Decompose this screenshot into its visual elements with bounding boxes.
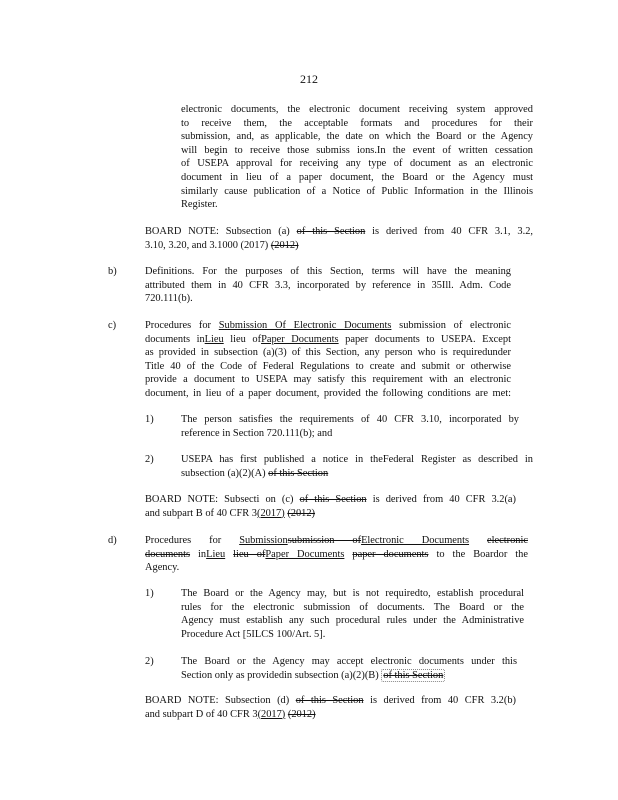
inserted-text: (2017) <box>257 708 286 720</box>
text-line: submission, and, as applicable, the date on which the Board or the Agency <box>181 131 533 143</box>
deleted-text: submission of <box>287 535 362 546</box>
text-line: similarly cause publication of a Notice of Public Information in the Illinois <box>181 185 533 197</box>
text-line: Agency. <box>145 562 180 574</box>
text-line <box>145 239 533 253</box>
body-text: Section only as providedin subsection (a)(2)(B) <box>181 669 379 681</box>
text-line: document, in lieu of a paper document, provided the following conditions are met: <box>145 387 511 399</box>
text-line: Agency must establish any such procedural rules under the Administrative <box>181 615 524 627</box>
text-line: The person satisfies the requirements of 40 CFR 3.10, incorporated by <box>181 414 519 425</box>
inserted-text: Paper Documents <box>265 548 345 560</box>
deleted-text: lieu of <box>233 548 266 560</box>
body-text: submission of electronic <box>399 320 511 331</box>
note-text: is derived from 40 CFR 3.2(a) <box>372 494 516 505</box>
text-line <box>145 708 516 722</box>
section-d-item2-body <box>181 655 517 682</box>
section-d-item1-label: 1) <box>145 588 154 599</box>
inserted-text: Submission <box>239 535 288 546</box>
text-line: electronic documents, the electronic document receiving system approved <box>181 104 533 115</box>
text-line: reference in Section 720.111(b); and <box>181 427 333 439</box>
note-text: and subpart B of 40 CFR 3 <box>145 507 257 519</box>
text-line: USEPA has first published a notice in theFederal Register as described in <box>181 454 533 465</box>
section-d-label: d) <box>108 535 117 546</box>
note-text: is derived from 40 CFR 3.1, 3.2, <box>372 226 533 237</box>
text-line <box>145 493 516 507</box>
section-b-body <box>145 265 511 306</box>
body-text: subsection (a)(2)(A) <box>181 467 266 479</box>
text-line <box>181 669 517 683</box>
inserted-text: (2017) <box>257 507 285 519</box>
text-line: Definitions. For the purposes of this Section, terms will have the meaning <box>145 266 511 277</box>
text-line: of USEPA approval for receiving any type of document as an electronic <box>181 158 533 170</box>
note-text: BOARD NOTE: Subsection (a) <box>145 226 290 237</box>
body-text: lieu of <box>230 333 262 345</box>
text-line <box>145 548 528 562</box>
deleted-text: (2012) <box>270 239 299 251</box>
text-line <box>145 333 511 347</box>
body-text: Procedures for <box>145 320 212 331</box>
note-text: 3.10, 3.20, and 3.1000 (2017) <box>145 239 269 251</box>
body-text: in <box>198 548 207 560</box>
deleted-text: electronic <box>487 535 528 546</box>
section-b-label: b) <box>108 266 117 277</box>
section-c-item1-body <box>181 413 519 440</box>
section-c-item2-label: 2) <box>145 454 154 465</box>
text-line: as provided in subsection (a)(3) of this Section, any person who is requiredunder <box>145 347 511 359</box>
intro-paragraph <box>181 103 533 212</box>
text-line: attributed them in 40 CFR 3.3, incorporated by reference in 35Ill. Adm. Code <box>145 279 511 291</box>
note-text: is derived from 40 CFR 3.2(b) <box>370 695 516 706</box>
section-d-body <box>145 534 528 575</box>
inserted-text: Submission Of Electronic Documents <box>218 320 392 331</box>
deleted-text: of this Section <box>383 669 444 681</box>
text-line <box>145 225 533 239</box>
board-note-a <box>145 225 533 252</box>
body-text: paper documents to USEPA. Except <box>345 333 511 345</box>
text-line <box>145 319 511 333</box>
section-c-item1-label: 1) <box>145 414 154 425</box>
deleted-text: (2012) <box>287 708 316 720</box>
text-line: Title 40 of the Code of Federal Regulations to create and submit or otherwise <box>145 360 511 372</box>
section-d-item2-label: 2) <box>145 656 154 667</box>
note-text: and subpart D of 40 CFR 3 <box>145 708 258 720</box>
board-note-d <box>145 694 516 721</box>
text-line: The Board or the Agency may, but is not requiredto, establish procedural <box>181 588 524 599</box>
text-line: Procedure Act [5ILCS 100/Art. 5]. <box>181 628 326 640</box>
deleted-text: paper documents <box>352 548 429 560</box>
text-line: Register. <box>181 199 218 211</box>
text-line: 720.111(b). <box>145 293 193 305</box>
board-note-c <box>145 493 516 520</box>
deleted-text: of this Section <box>268 467 329 479</box>
body-text: to the Boardor the <box>436 548 528 560</box>
page-number: 212 <box>300 72 318 86</box>
deleted-text: (2012) <box>287 507 316 519</box>
note-text: BOARD NOTE: Subsecti on (c) <box>145 494 294 505</box>
inserted-text: Electronic Documents <box>361 535 470 546</box>
text-line: provide a document to USEPA may satisfy this requirement with an electronic <box>145 374 511 386</box>
inserted-text: Paper Documents <box>261 333 339 345</box>
text-line: document in lieu of a paper document, the Board or the Agency must <box>181 171 533 183</box>
text-line <box>145 534 528 548</box>
section-c-item2-body <box>181 453 533 480</box>
section-c-label: c) <box>108 320 117 331</box>
text-line: The Board or the Agency may accept electronic documents under this <box>181 656 517 667</box>
body-text: documents in <box>145 333 205 345</box>
inserted-text: Lieu <box>204 333 224 345</box>
deleted-text: documents <box>145 548 191 560</box>
body-text: Procedures for <box>145 535 222 546</box>
note-text: BOARD NOTE: Subsection (d) <box>145 695 290 706</box>
text-line: will begin to receive those submiss ions.In the event of written cessation <box>181 144 533 156</box>
text-line <box>181 467 533 481</box>
deleted-text: of this Section <box>295 695 364 706</box>
text-line: rules for the electronic submission of documents. The Board or the <box>181 601 524 613</box>
section-d-item1-body <box>181 587 524 641</box>
text-line <box>145 507 516 521</box>
text-line: to receive them, the acceptable formats and procedures for their <box>181 117 533 129</box>
deleted-text: of this Section <box>296 226 366 237</box>
text-line <box>145 694 516 708</box>
section-c-body <box>145 319 511 401</box>
inserted-text: Lieu <box>206 548 226 560</box>
deleted-text: of this Section <box>299 494 367 505</box>
